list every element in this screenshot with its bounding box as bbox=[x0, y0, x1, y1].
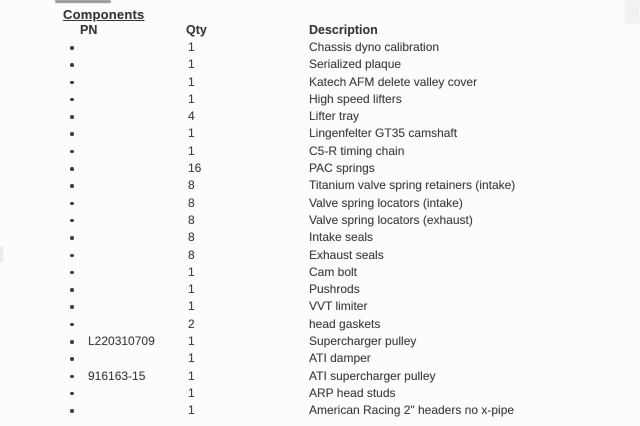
table-row bbox=[0, 368, 640, 385]
table-row bbox=[0, 298, 640, 315]
table-row bbox=[0, 229, 640, 246]
table-row bbox=[0, 247, 640, 264]
row-description: Valve spring locators (exhaust) bbox=[309, 212, 473, 227]
table-row bbox=[0, 281, 640, 298]
table-row bbox=[0, 91, 640, 108]
column-header-pn: PN bbox=[80, 23, 98, 37]
row-qty: 8 bbox=[188, 212, 195, 227]
table-row bbox=[0, 385, 640, 402]
bullet-icon bbox=[70, 236, 74, 240]
bullet-icon bbox=[70, 254, 74, 258]
row-qty: 16 bbox=[188, 161, 202, 176]
scan-artifact-corner bbox=[625, 0, 640, 24]
row-description: ATI damper bbox=[309, 351, 371, 366]
row-description: Exhaust seals bbox=[309, 247, 384, 262]
bullet-icon bbox=[70, 132, 74, 136]
row-qty: 1 bbox=[188, 74, 195, 89]
row-description: Supercharger pulley bbox=[309, 334, 417, 349]
row-description: C5-R timing chain bbox=[309, 143, 405, 158]
row-description: Intake seals bbox=[309, 230, 374, 245]
bullet-icon bbox=[70, 375, 74, 379]
table-row bbox=[0, 125, 640, 142]
table-row bbox=[0, 333, 640, 350]
row-description: Valve spring locators (intake) bbox=[309, 195, 463, 210]
row-description: Titanium valve spring retainers (intake) bbox=[309, 178, 516, 193]
row-qty: 8 bbox=[188, 247, 195, 262]
row-description: Cam bolt bbox=[309, 264, 358, 279]
row-description: Lingenfelter GT35 camshaft bbox=[309, 126, 458, 141]
row-description: head gaskets bbox=[309, 316, 381, 331]
table-row bbox=[0, 212, 640, 229]
row-qty: 1 bbox=[188, 143, 195, 158]
row-description: High speed lifters bbox=[309, 91, 402, 106]
row-description: Chassis dyno calibration bbox=[309, 40, 440, 54]
row-qty: 8 bbox=[188, 195, 195, 210]
bullet-icon bbox=[70, 150, 74, 154]
table-row bbox=[0, 177, 640, 194]
bullet-icon bbox=[70, 323, 74, 327]
row-description: Pushrods bbox=[309, 282, 360, 297]
table-row bbox=[0, 264, 640, 281]
bullet-icon bbox=[70, 202, 74, 206]
components-table bbox=[0, 39, 640, 420]
row-qty: 1 bbox=[188, 264, 195, 279]
row-qty: 1 bbox=[188, 351, 195, 366]
row-qty: 1 bbox=[188, 40, 195, 54]
bullet-icon bbox=[70, 46, 74, 50]
column-header-qty: Qty bbox=[186, 23, 207, 37]
row-description: American Racing 2" headers no x-pipe bbox=[309, 403, 515, 418]
row-qty: 1 bbox=[188, 368, 195, 383]
row-qty: 8 bbox=[188, 230, 195, 245]
row-qty: 1 bbox=[188, 91, 195, 106]
bullet-icon bbox=[70, 271, 74, 275]
row-qty: 2 bbox=[188, 316, 195, 331]
row-description: Katech AFM delete valley cover bbox=[309, 74, 478, 89]
scan-artifact-top bbox=[55, 0, 111, 3]
table-row bbox=[0, 39, 640, 56]
row-description: Serialized plaque bbox=[309, 57, 402, 72]
table-row bbox=[0, 74, 640, 91]
table-row bbox=[0, 316, 640, 333]
bullet-icon bbox=[70, 392, 74, 396]
row-pn: L220310709 bbox=[88, 334, 155, 349]
table-row bbox=[0, 108, 640, 125]
bullet-icon bbox=[70, 184, 74, 188]
row-qty: 1 bbox=[188, 299, 195, 314]
bullet-icon bbox=[70, 409, 74, 413]
table-row bbox=[0, 350, 640, 367]
row-qty: 8 bbox=[188, 178, 195, 193]
bullet-icon bbox=[70, 288, 74, 292]
column-header-description: Description bbox=[309, 23, 378, 37]
bullet-icon bbox=[70, 305, 74, 309]
row-description: VVT limiter bbox=[309, 299, 368, 314]
row-description: ARP head studs bbox=[309, 385, 396, 400]
table-row bbox=[0, 402, 640, 419]
table-row bbox=[0, 195, 640, 212]
row-qty: 1 bbox=[188, 385, 195, 400]
row-pn: 916163-15 bbox=[88, 368, 146, 383]
bullet-icon bbox=[70, 340, 74, 344]
bullet-icon bbox=[70, 167, 74, 171]
page-title: Components bbox=[63, 7, 145, 22]
bullet-icon bbox=[70, 81, 74, 85]
row-qty: 1 bbox=[188, 57, 195, 72]
row-qty: 1 bbox=[188, 403, 195, 418]
table-row bbox=[0, 143, 640, 160]
row-description: PAC springs bbox=[309, 161, 375, 176]
row-qty: 4 bbox=[188, 109, 195, 124]
row-qty: 1 bbox=[188, 126, 195, 141]
row-description: ATI supercharger pulley bbox=[309, 368, 436, 383]
bullet-icon bbox=[70, 63, 74, 67]
table-row bbox=[0, 56, 640, 73]
bullet-icon bbox=[70, 115, 74, 119]
row-qty: 1 bbox=[188, 334, 195, 349]
row-qty: 1 bbox=[188, 282, 195, 297]
row-description: Lifter tray bbox=[309, 109, 360, 124]
bullet-icon bbox=[70, 219, 74, 223]
bullet-icon bbox=[70, 357, 74, 361]
table-row bbox=[0, 160, 640, 177]
bullet-icon bbox=[70, 98, 74, 102]
